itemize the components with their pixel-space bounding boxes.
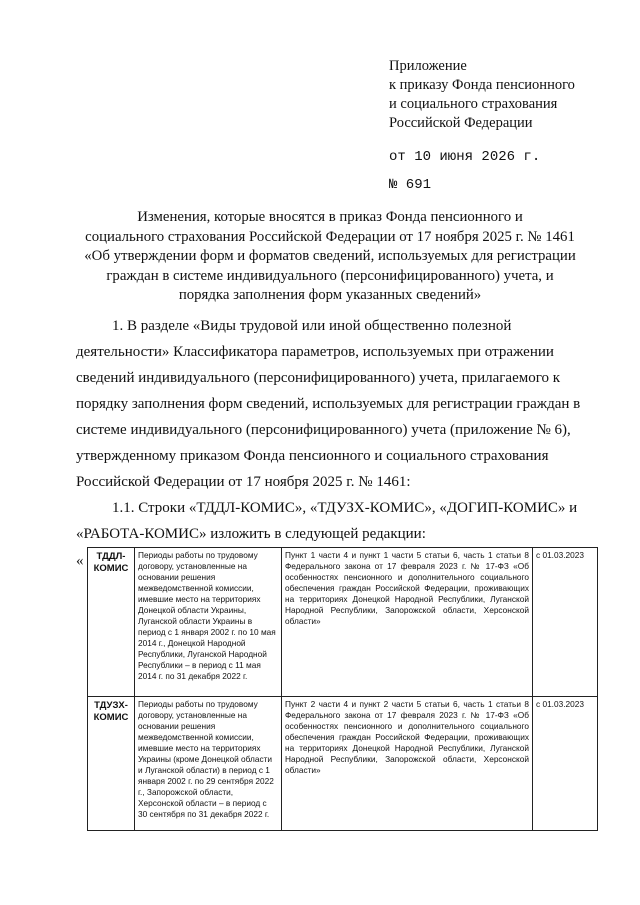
code-cell: ТДДЛ-КОМИС <box>88 548 135 697</box>
basis-cell: Пункт 2 части 4 и пункт 2 части 5 статьи 6, часть 1 статьи 8 Федерального закона от 17 февраля 2023 г. № 17-ФЗ «Об особенностях пенсионного и дополнительного социального обеспечения граждан Российской Федерации, проживающих на территориях Донецкой Народной Республики, Луганской Народной Республики, Запорожской области, Херсонской области» <box>282 697 533 831</box>
paragraph-line: Российской Федерации от 17 ноября 2025 г. № 1461: <box>76 474 411 490</box>
appendix-line: Российской Федерации <box>389 115 533 131</box>
quote-open-mark: « <box>76 553 84 569</box>
appendix-line: Приложение <box>389 58 467 74</box>
date-cell: с 01.03.2023 <box>533 548 598 697</box>
title-line: «Об утверждении форм и форматов сведений, используемых для регистрации <box>84 248 576 264</box>
paragraph-line: порядку заполнения форм сведений, используемых для регистрации граждан в <box>76 396 581 412</box>
code-cell: ТДУЗХ-КОМИС <box>88 697 135 831</box>
paragraph-line: 1. В разделе «Виды трудовой или иной общественно полезной <box>112 318 512 334</box>
table-row <box>88 697 598 831</box>
classifier-table <box>87 547 598 831</box>
paragraph-1 <box>76 313 612 495</box>
paragraph-2 <box>76 495 612 547</box>
description-cell: Периоды работы по трудовому договору, установленные на основании решения межведомственной комиссии, имевшие место на территориях Донецкой области Украины, Луганской области Украины в период с 1 января 2002 г. по 10 мая 2014 г., Донецкой Народной Республики, Луганской Народной Республики – в период с 11 мая 2014 г. по 31 декабря 2022 г. <box>135 548 282 697</box>
appendix-line: и социального страхования <box>389 96 558 112</box>
basis-cell: Пункт 1 части 4 и пункт 1 части 5 статьи 6, часть 1 статьи 8 Федерального закона от 17 февраля 2023 г. № 17-ФЗ «Об особенностях пенсионного и дополнительного социального обеспечения граждан Российской Федерации, проживающих на территориях Донецкой Народной Республики, Луганской Народной Республики, Запорожской области, Херсонской области» <box>282 548 533 697</box>
paragraph-line: утвержденному приказом Фонда пенсионного и социального страхования <box>76 448 549 464</box>
order-date: от 10 июня 2026 г. <box>389 149 541 165</box>
paragraph-line: деятельности» Классификатора параметров, используемых при отражении <box>76 344 554 360</box>
title-line: порядка заполнения форм указанных сведений» <box>178 287 482 303</box>
paragraph-line: «РАБОТА-КОМИС» изложить в следующей редакции: <box>76 526 426 542</box>
table-row <box>88 548 598 697</box>
order-number: № 691 <box>389 177 432 193</box>
date-cell: с 01.03.2023 <box>533 697 598 831</box>
description-cell: Периоды работы по трудовому договору, установленные на основании решения межведомственной комиссии, имевшие место на территориях Украины (кроме Донецкой области и Луганской области) в период с 1 января 2002 г. по 29 сентября 2022 г., Запорожской области, Херсонской области – в период с 30 сентября по 31 декабря 2022 г. <box>135 697 282 831</box>
document-title <box>60 208 600 306</box>
appendix-line: к приказу Фонда пенсионного <box>389 77 575 93</box>
appendix-header <box>389 57 575 133</box>
paragraph-line: системе индивидуального (персонифицированного) учета (приложение № 6), <box>76 422 571 438</box>
title-line: граждан в системе индивидуального (персонифицированного) учета, и <box>106 267 554 284</box>
paragraph-line: 1.1. Строки «ТДДЛ-КОМИС», «ТДУЗХ-КОМИС», «ДОГИП-КОМИС» и <box>112 500 578 516</box>
title-line: социального страхования Российской Федерации от 17 ноября 2025 г. № 1461 <box>85 228 575 245</box>
title-line: Изменения, которые вносятся в приказ Фонда пенсионного и <box>137 209 523 225</box>
paragraph-line: сведений индивидуального (персонифицированного) учета, прилагаемого к <box>76 370 561 386</box>
